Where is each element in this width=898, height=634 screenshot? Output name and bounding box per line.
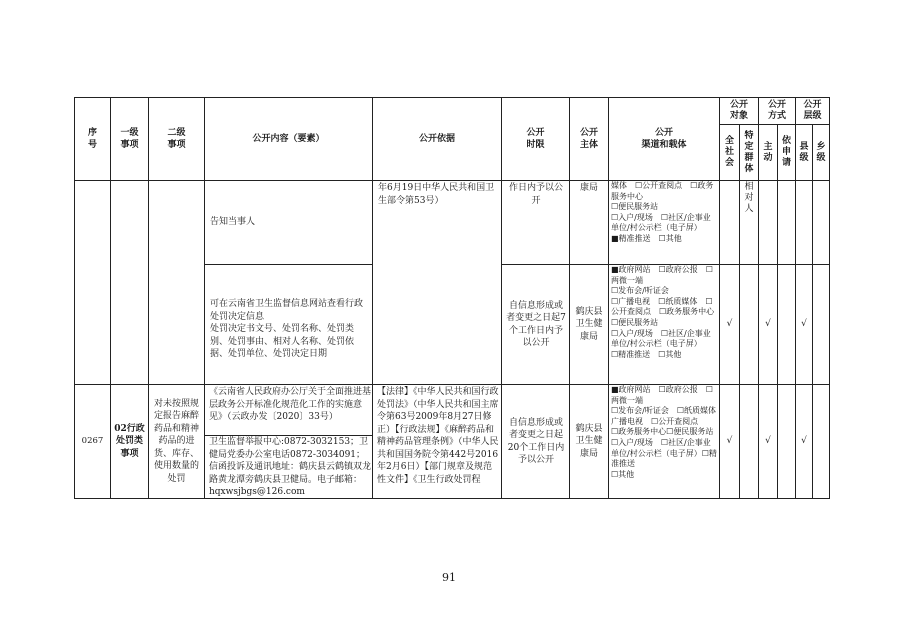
disclosure-table [74, 97, 830, 499]
header-request: 依 申 请 [781, 136, 791, 168]
row2-specific-cell [739, 264, 759, 385]
row3-content-bottom: 卫生监督举报中心:0872-3032153；卫健局党委办公室电话0872-3034091；信函投诉及通讯地址：鹤庆县云鹤镇双龙路黄龙潭旁鹤庆县卫健局。电子邮箱：hqxwsjbgs@126.com [209, 437, 372, 497]
row3-content-top: 《云南省人民政府办公厅关于全面推进基层政务公开标准化规范化工作的实施意见》（云政办发〔2020〕33号） [209, 387, 372, 422]
header-level1: 一级 事项 [120, 127, 139, 150]
row12-level1-cell [110, 180, 149, 385]
header-seq: 序 号 [87, 127, 97, 150]
row2-channel: ■政府网站 ☐政府公报 ☐两微一端 ☐发布会/听证会 ☐广播电视 ☐纸质媒体 ☐公开查阅点 ☐政务服务中心 ☐便民服务站 ☐入户/现场 ☐社区/企事业单位/村公示栏（电子屏） ☐精准推送 ☐其他 [611, 265, 715, 359]
row3-active-check: √ [765, 436, 771, 447]
row12-level2-cell [148, 180, 205, 385]
row1-request-cell [777, 180, 796, 265]
row2-subject: 鹤庆县卫生健康局 [575, 306, 603, 342]
row1-time-limit: 作日内予以公开 [508, 183, 563, 206]
row12-seq-cell [74, 180, 111, 385]
row2-content: 可在云南省卫生监督信息网站查看行政处罚决定信息 处罚决定书文号、处罚名称、处罚类别、处罚事由、相对人名称、处罚依据、处罚单位、处罚决定日期 [210, 299, 364, 359]
row3-seq: 0267 [81, 436, 104, 447]
row1-town-cell [812, 180, 830, 265]
header-town: 乡 级 [816, 141, 826, 163]
row3-town-cell [812, 384, 830, 499]
row3-subject: 鹤庆县卫生健康局 [575, 423, 603, 459]
row2-county-check: √ [801, 319, 807, 330]
row3-level2: 对未按照规定报告麻醉药品和精神药品的进货、库存、使用数量的处罚 [153, 398, 199, 484]
row1-active-cell [758, 180, 778, 265]
header-specific: 特 定 群 体 [744, 130, 754, 174]
header-target: 公开 对象 [729, 100, 748, 121]
row12-basis-cell [372, 180, 502, 385]
row1-content: 告知当事人 [210, 217, 256, 227]
row1-specific: 相 对 人 [744, 182, 754, 214]
header-level2: 二级 事项 [167, 127, 186, 150]
header-tier: 公开 层级 [803, 100, 822, 121]
row1-channel: 媒体 ☐公开查阅点 ☐政务服务中心 ☐便民服务站 ☐入户/现场 ☐社区/企事业单位/村公示栏（电子屏） ■精准推送 ☐其他 [611, 181, 714, 243]
row2-town-cell [812, 264, 830, 385]
row3-time-limit: 自信息形成或者变更之日起20个工作日内予以公开 [507, 417, 565, 465]
row1-society-cell [719, 180, 740, 265]
row2-society-check: √ [726, 319, 733, 330]
header-county: 县 级 [799, 141, 809, 163]
row2-active-check: √ [765, 319, 771, 330]
header-subject: 公开 主体 [579, 127, 598, 150]
header-time-limit: 公开 时限 [526, 127, 545, 150]
row3-channel: ■政府网站 ☐政府公报 ☐两微一端 ☐发布会/听证会 ☐纸质媒体 广播电视 ☐公开查阅点 ☐政务服务中心☐便民服务站 ☐入户/现场 ☐社区/企事业单位/村公示栏（电子屏）☐精准推送 ☐其他 [611, 385, 717, 479]
row1-basis: 年6月19日中华人民共和国卫生部令第53号） [378, 183, 495, 206]
header-active: 主 动 [763, 141, 773, 163]
page-number: 91 [442, 571, 456, 584]
header-channel: 公开 渠道和载体 [641, 127, 687, 150]
header-society: 全 社 会 [724, 136, 734, 168]
header-method: 公开 方式 [767, 100, 786, 121]
row3-basis: 【法律】《中华人民共和国行政处罚法》（中华人民共和国主席令第63号2009年8月27日修正）【行政法规】《麻醉药品和精神药品管理条例》（中华人民共和国国务院令第442号2016年2月6日）【部门规章及规范性文件】《卫生行政处罚程 [377, 387, 499, 485]
row2-time-limit: 自信息形成或者变更之日起7个工作日内予以公开 [506, 300, 566, 348]
row3-specific-cell [739, 384, 759, 499]
row2-request-cell [777, 264, 796, 385]
row3-request-cell [777, 384, 796, 499]
header-basis: 公开依据 [418, 133, 455, 144]
row3-society-check: √ [726, 436, 733, 447]
row3-level1: 02行政处罚类事项 [114, 423, 145, 459]
row1-subject: 康局 [579, 183, 598, 193]
row3-county-check: √ [801, 436, 807, 447]
header-content: 公开内容（要素） [252, 133, 325, 144]
row1-county-cell [795, 180, 813, 265]
